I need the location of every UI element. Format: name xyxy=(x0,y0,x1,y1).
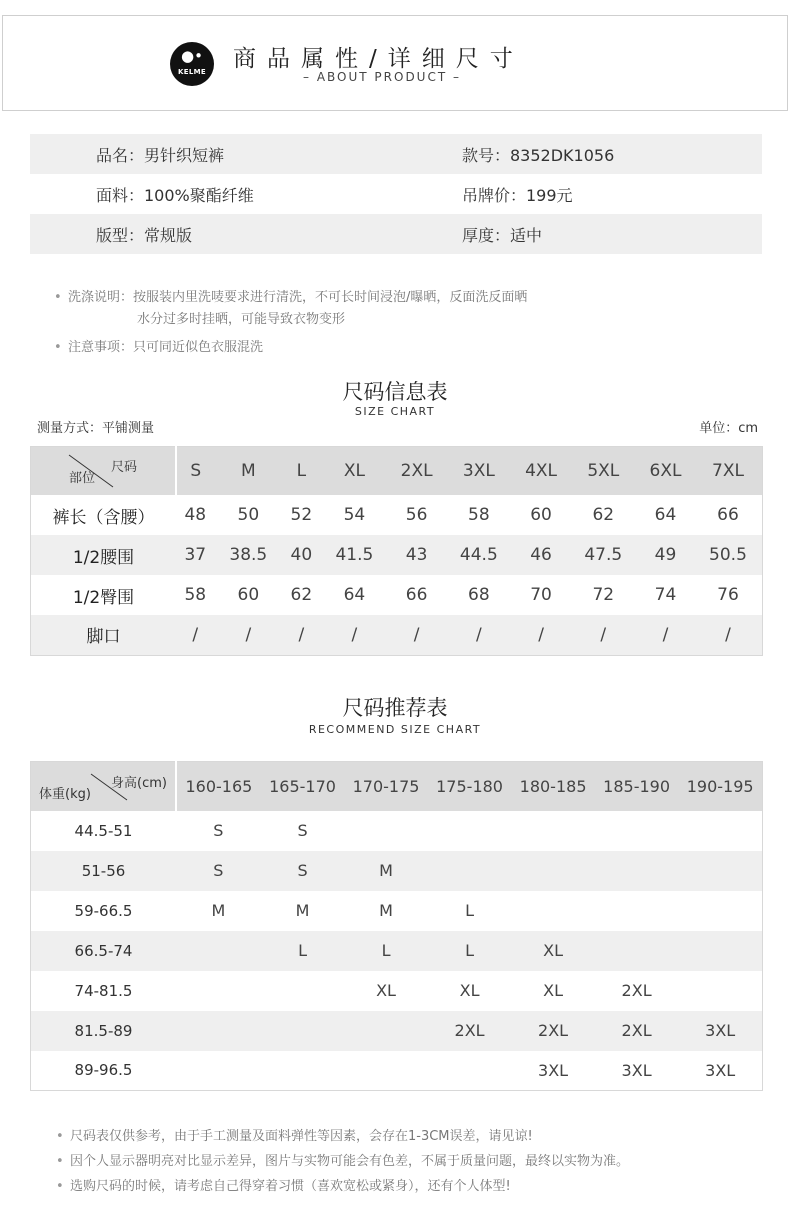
table-cell: 50.5 xyxy=(709,545,747,565)
row-label: 59-66.5 xyxy=(74,901,133,920)
header-title: 商品属性/详细尺寸 xyxy=(233,46,524,72)
table-cell: L xyxy=(465,941,475,960)
row-label: 66.5-74 xyxy=(74,941,133,960)
table-cell: 58 xyxy=(468,505,490,525)
table-cell: / xyxy=(298,624,305,645)
table-row xyxy=(31,851,763,891)
bullet-icon: • xyxy=(54,340,62,355)
table-cell xyxy=(678,971,762,1011)
bullet-icon: • xyxy=(56,1179,64,1194)
size-header: L xyxy=(296,461,307,481)
footnotes xyxy=(56,1124,629,1199)
size-header: 4XL xyxy=(525,461,558,481)
row-label: 51-56 xyxy=(81,861,126,880)
table-cell: 40 xyxy=(290,545,313,565)
table-cell xyxy=(678,891,762,931)
table-cell xyxy=(511,891,595,931)
size-header: 3XL xyxy=(462,461,495,481)
table-cell: / xyxy=(413,624,420,645)
table-cell: L xyxy=(298,941,307,960)
size-header: 6XL xyxy=(649,461,682,481)
table-corner: 身高(cm) 体重(kg) xyxy=(31,762,175,810)
table-cell xyxy=(261,1011,345,1051)
height-header: 160-165 xyxy=(185,776,253,796)
table-cell xyxy=(428,811,512,851)
attribute-fabric: 面料：100%聚酯纤维 xyxy=(96,185,254,205)
table-cell: XL xyxy=(543,981,563,1000)
size-header: 2XL xyxy=(400,461,433,481)
table-cell: 76 xyxy=(717,585,739,605)
table-cell xyxy=(261,971,345,1011)
table-row xyxy=(31,615,763,655)
brand-name: KELME xyxy=(178,68,206,76)
table-cell: S xyxy=(213,861,224,880)
table-cell: XL xyxy=(459,981,480,1000)
recommend-chart-title: 尺码推荐表 xyxy=(342,696,448,720)
measure-method: 测量方式：平铺测量 xyxy=(37,421,155,436)
height-header: 185-190 xyxy=(603,776,671,796)
table-cell: / xyxy=(662,624,669,645)
table-header-row xyxy=(31,447,763,496)
table-cell: 54 xyxy=(343,505,366,525)
table-cell xyxy=(176,971,261,1011)
footnote: • 选购尺码的时候，请考虑自己得穿着习惯（喜欢宽松或紧身），还有个人体型! xyxy=(56,1174,629,1199)
table-cell: 3XL xyxy=(621,1060,652,1080)
recommend-chart-subtitle: RECOMMEND SIZE CHART xyxy=(308,723,482,736)
table-cell xyxy=(678,811,762,851)
row-label: 1/2腰围 xyxy=(72,547,135,568)
attribute-row xyxy=(30,214,762,254)
table-row xyxy=(31,931,763,971)
table-cell: 3XL xyxy=(538,1060,569,1080)
table-cell: S xyxy=(297,861,308,880)
height-header: 175-180 xyxy=(436,776,503,796)
paw-icon: ●• xyxy=(181,47,203,65)
table-cell: 66 xyxy=(405,585,428,605)
table-cell: 3XL xyxy=(705,1021,736,1040)
table-cell: 48 xyxy=(184,505,207,525)
row-label: 裤长（含腰） xyxy=(52,507,155,528)
recommend-table xyxy=(30,761,763,1091)
table-cell: XL xyxy=(543,941,563,960)
attribute-row xyxy=(30,174,762,214)
table-cell xyxy=(344,811,428,851)
table-cell: S xyxy=(297,821,308,840)
table-cell xyxy=(511,811,595,851)
table-cell: 64 xyxy=(654,505,677,525)
table-cell xyxy=(595,811,679,851)
table-row xyxy=(31,535,763,575)
table-cell xyxy=(428,1051,512,1091)
row-label: 44.5-51 xyxy=(74,821,133,840)
bullet-icon: • xyxy=(54,290,62,305)
table-cell: 41.5 xyxy=(335,545,374,565)
table-cell: 50 xyxy=(237,505,260,525)
row-label: 1/2臀围 xyxy=(72,587,135,608)
attribute-name: 品名：男针织短裤 xyxy=(96,145,225,165)
diagonal-line xyxy=(31,447,175,495)
header-subtitle: – ABOUT PRODUCT – xyxy=(303,70,461,84)
table-cell: 66 xyxy=(717,505,739,525)
table-cell: 2XL xyxy=(621,981,652,1000)
attribute-code: 款号：8352DK1056 xyxy=(462,145,615,165)
table-row xyxy=(31,811,763,851)
size-chart-title: 尺码信息表 xyxy=(342,380,448,404)
table-cell: 49 xyxy=(654,545,677,565)
row-label: 脚口 xyxy=(86,627,121,648)
attribute-row xyxy=(30,134,762,174)
table-cell xyxy=(176,1051,261,1091)
table-cell: M xyxy=(211,901,226,920)
size-header: M xyxy=(240,461,256,481)
table-header-row xyxy=(31,762,763,811)
table-cell: S xyxy=(213,821,224,840)
table-cell: 3XL xyxy=(705,1060,736,1080)
table-cell: 46 xyxy=(530,545,552,565)
table-cell: / xyxy=(475,624,482,645)
table-cell: / xyxy=(538,624,544,645)
table-cell: / xyxy=(351,624,358,645)
row-label: 74-81.5 xyxy=(74,981,133,1000)
attribute-thickness: 厚度：适中 xyxy=(462,225,543,245)
size-header: 7XL xyxy=(712,461,744,481)
table-corner: 尺码 部位 xyxy=(31,447,175,495)
table-cell xyxy=(595,931,679,971)
height-header: 170-175 xyxy=(352,776,420,796)
size-header: 5XL xyxy=(587,461,620,481)
table-cell: 37 xyxy=(184,545,207,565)
table-cell: 2XL xyxy=(621,1021,652,1040)
wash-instruction-cont: 水分过多时挂晒，可能导致衣物变形 xyxy=(137,312,346,327)
size-chart-subtitle: SIZE CHART xyxy=(354,405,436,418)
table-cell: 60 xyxy=(530,505,552,525)
table-cell xyxy=(344,1011,428,1051)
table-cell xyxy=(595,851,679,891)
size-table xyxy=(30,446,763,656)
table-cell: 58 xyxy=(184,585,207,605)
table-row xyxy=(31,891,763,931)
height-header: 180-185 xyxy=(519,776,587,796)
table-cell xyxy=(428,851,512,891)
table-cell: 47.5 xyxy=(584,545,623,565)
table-cell: / xyxy=(600,624,607,645)
table-cell: 52 xyxy=(290,505,313,525)
table-cell: / xyxy=(245,624,252,645)
table-cell: 74 xyxy=(654,585,677,605)
table-row xyxy=(31,971,763,1011)
table-cell: 56 xyxy=(405,505,428,525)
attribute-fit: 版型：常规版 xyxy=(96,225,193,245)
table-cell: L xyxy=(465,901,475,920)
height-header: 165-170 xyxy=(269,776,336,796)
table-cell xyxy=(176,931,261,971)
table-cell: 62 xyxy=(290,585,313,605)
table-cell: 72 xyxy=(592,585,615,605)
table-cell: / xyxy=(725,624,731,645)
footnote: • 尺码表仅供参考，由于手工测量及面料弹性等因素，会存在1-3CM误差，请见谅! xyxy=(56,1124,629,1149)
table-cell: 44.5 xyxy=(459,545,498,565)
header-box xyxy=(2,15,788,111)
row-label: 89-96.5 xyxy=(74,1061,133,1080)
table-cell: 70 xyxy=(530,585,552,605)
table-cell: M xyxy=(379,901,393,920)
table-cell: M xyxy=(379,861,393,880)
height-header: 190-195 xyxy=(686,776,754,796)
table-cell: 60 xyxy=(237,585,260,605)
notice: • 注意事项：只可同近似色衣服混洗 xyxy=(54,337,527,359)
row-label: 81.5-89 xyxy=(74,1021,133,1040)
table-row xyxy=(31,495,763,535)
table-cell: XL xyxy=(376,981,396,1000)
table-cell xyxy=(344,1051,428,1091)
table-cell: 2XL xyxy=(538,1021,569,1040)
table-cell xyxy=(678,851,762,891)
table-cell xyxy=(511,851,595,891)
table-cell: / xyxy=(192,624,199,645)
table-row xyxy=(31,575,763,615)
table-cell: M xyxy=(295,901,310,920)
wash-instruction: • 洗涤说明：按服装内里洗唛要求进行清洗，不可长时间浸泡/曝晒，反面洗反面晒 xyxy=(54,287,527,309)
table-cell: 64 xyxy=(343,585,366,605)
table-row xyxy=(31,1051,763,1091)
size-header: XL xyxy=(343,461,365,481)
table-cell: 62 xyxy=(592,505,615,525)
table-cell: 2XL xyxy=(454,1021,485,1040)
kelme-logo xyxy=(170,42,214,86)
footnote: • 因个人显示器明亮对比显示差异，图片与实物可能会有色差，不属于质量问题，最终以实物为准。 xyxy=(56,1149,629,1174)
bullet-icon: • xyxy=(56,1129,64,1144)
size-header: S xyxy=(190,461,202,481)
table-cell: L xyxy=(381,941,391,960)
table-cell: 38.5 xyxy=(229,545,268,565)
table-cell xyxy=(176,1011,261,1051)
table-cell xyxy=(261,1051,345,1091)
bullet-icon: • xyxy=(56,1154,64,1169)
attribute-price: 吊牌价：199元 xyxy=(462,185,573,205)
table-cell: 68 xyxy=(468,585,490,605)
table-cell: 43 xyxy=(405,545,428,565)
care-notes xyxy=(54,287,527,359)
unit-label: 单位：cm xyxy=(699,421,758,436)
table-cell xyxy=(595,891,679,931)
product-attributes xyxy=(30,134,762,254)
table-cell xyxy=(678,931,762,971)
table-row xyxy=(31,1011,763,1051)
